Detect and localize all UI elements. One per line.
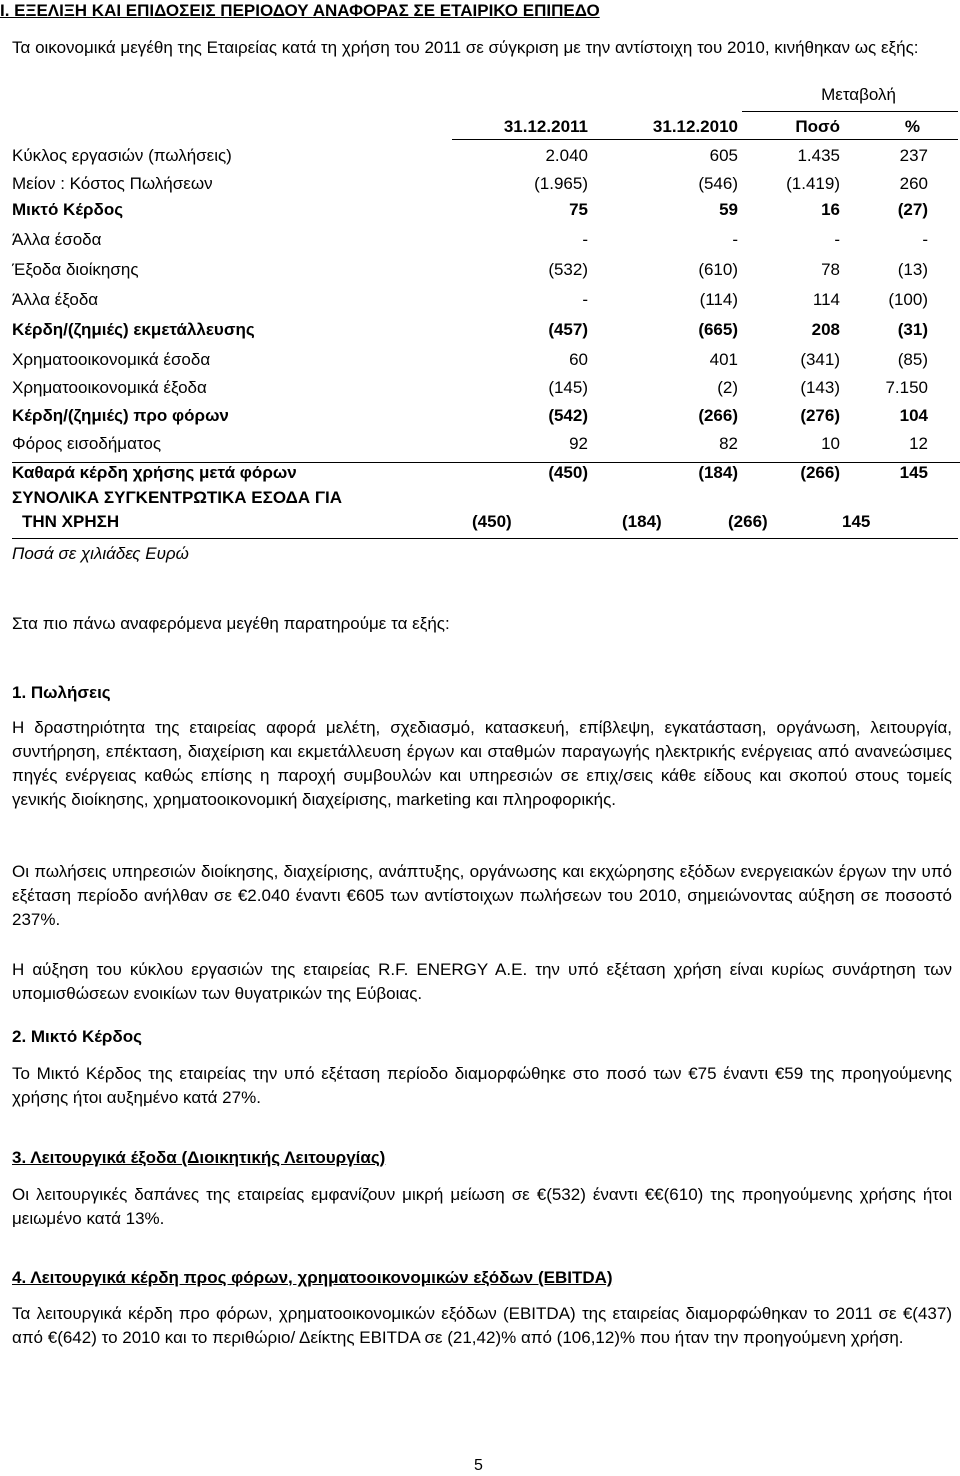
table-row	[12, 230, 960, 260]
value-2010: (610)	[698, 260, 738, 279]
sec1-p3: Η αύξηση του κύκλου εργασιών της εταιρείας R.F. ENERGY A.E. την υπό εξέταση χρήση είναι κυρίως συνάρτηση των υπομισθώσεων ενοικίων των θυγατρικών της Εύβοιας.	[12, 960, 952, 1003]
col-2011: 31.12.2011	[503, 117, 588, 136]
value-amount: 10	[821, 434, 840, 453]
table-row	[12, 174, 960, 200]
row-label: Καθαρά κέρδη χρήσης μετά φόρων	[12, 463, 297, 482]
value-2010: (2)	[717, 378, 738, 397]
value-2010: 82	[719, 434, 738, 453]
row-label: Χρηματοοικονομικά έσοδα	[12, 350, 211, 369]
value-2011: -	[582, 230, 588, 249]
value-amount: (266)	[800, 463, 840, 482]
row-label: Μικτό Κέρδος	[12, 200, 124, 219]
value-percent: 7.150	[885, 378, 928, 397]
change-group-label: Μεταβολή	[821, 85, 896, 104]
value-2010: (546)	[698, 174, 738, 193]
sec1-p2: Οι πωλήσεις υπηρεσιών διοίκησης, διαχείρισης, ανάπτυξης, οργάνωσης και εκχώρησης εξόδων ενεργειακών έργων την υπό εξέταση περίοδο ανήλθαν σε €2.040 έναντι €605 των αντίστοιχων πωλήσεων του 2010, σημειώνοντας αύξηση σε ποσοστό 237%.	[12, 862, 952, 929]
row-label: Άλλα έσοδα	[12, 230, 102, 249]
table-row	[12, 406, 960, 434]
total-2011: (450)	[472, 512, 512, 531]
value-2010: (184)	[698, 463, 738, 482]
value-2011: 60	[569, 350, 588, 369]
value-percent: 145	[899, 463, 928, 482]
table-row	[12, 378, 960, 406]
row-label: Μείον : Κόστος Πωλήσεων	[12, 174, 213, 193]
observe-paragraph: Στα πιο πάνω αναφερόμενα μεγέθη παρατηρούμε τα εξής:	[12, 614, 450, 633]
financial-table	[12, 146, 960, 493]
value-2010: 605	[709, 146, 738, 165]
value-2010: (266)	[698, 406, 738, 425]
row-label: Κέρδη/(ζημιές) προ φόρων	[12, 406, 229, 425]
value-percent: 12	[909, 434, 928, 453]
total-2010: (184)	[622, 512, 662, 531]
value-2010: -	[732, 230, 738, 249]
col-amount: Ποσό	[795, 117, 840, 136]
value-2011: 92	[569, 434, 588, 453]
table-row	[12, 146, 960, 174]
sec3-title: 3. Λειτουργικά έξοδα (Διοικητικής Λειτουργίας)	[12, 1148, 386, 1167]
table-row	[12, 200, 960, 230]
value-2011: (450)	[548, 463, 588, 482]
col-percent: %	[904, 117, 920, 136]
sec1-p1: Η δραστηριότητα της εταιρείας αφορά μελέτη, σχεδιασμό, κατασκευή, επίβλεψη, εγκατάσταση, οργάνωση, λειτουργία, συντήρηση, επέκταση, διαχείριση και εκμετάλλευση έργων και σταθμών παραγωγής ηλεκτρικής ενέργειας από ανανεώσιμες πηγές ενέργειας καθώς επίσης η παροχή συμβουλών και υπηρεσιών σε επιχ/σεις κάθε είδους και σκοπού στους τομείς γενικής διοίκησης, χρηματοοικονομική διαχείρισης, marketing και πληροφορικής.	[12, 718, 952, 809]
section-heading: Ι. ΕΞΕΛΙΞΗ ΚΑΙ ΕΠΙΔΟΣΕΙΣ ΠΕΡΙΟΔΟΥ ΑΝΑΦΟΡΑΣ ΣΕ ΕΤΑΙΡΙΚΟ ΕΠΙΠΕΔΟ	[0, 1, 600, 20]
sec2-title: 2. Μικτό Κέρδος	[12, 1027, 142, 1046]
value-2011: (457)	[548, 320, 588, 339]
value-percent: (27)	[897, 200, 928, 219]
total-percent: 145	[842, 512, 871, 531]
sec4-title: 4. Λειτουργικά κέρδη προς φόρων, χρηματοοικονομικών εξόδων (EBITDA)	[12, 1268, 613, 1287]
total-label-line1: ΣΥΝΟΛΙΚΑ ΣΥΓΚΕΝΤΡΩΤΙΚΑ ΕΣΟΔΑ ΓΙΑ	[12, 488, 343, 507]
value-2011: (1.965)	[534, 174, 588, 193]
value-percent: 260	[899, 174, 928, 193]
value-2011: (145)	[548, 378, 588, 397]
sec4-p1: Τα λειτουργικά κέρδη προ φόρων, χρηματοοικονομικών εξόδων (EBITDA) της εταιρείας διαμορφώθηκαν το 2011 σε €(437) από €(642) το 2010 και το περιθώριο/ Δείκτης EBITDA σε (21,42)% από (106,12)% που ήταν την προηγούμενη χρήση.	[12, 1304, 952, 1347]
value-amount: 78	[821, 260, 840, 279]
table-header	[12, 84, 960, 140]
value-amount: (143)	[800, 378, 840, 397]
value-percent: (13)	[897, 260, 928, 279]
value-amount: (341)	[800, 350, 840, 369]
value-2010: 59	[719, 200, 738, 219]
value-percent: 237	[899, 146, 928, 165]
header-rule	[452, 139, 958, 140]
row-label: Χρηματοοικονομικά έξοδα	[12, 378, 207, 397]
value-2010: (665)	[698, 320, 738, 339]
amounts-note: Ποσά σε χιλιάδες Ευρώ	[12, 544, 189, 563]
total-label-line2: ΤΗΝ ΧΡΗΣΗ	[22, 512, 120, 531]
table-row	[12, 290, 960, 320]
value-2011: (532)	[548, 260, 588, 279]
table-row	[12, 260, 960, 290]
row-label: Φόρος εισοδήματος	[12, 434, 162, 453]
total-amount: (266)	[728, 512, 768, 531]
value-percent: -	[922, 230, 928, 249]
table-row	[12, 320, 960, 350]
value-amount: -	[834, 230, 840, 249]
total-row	[12, 488, 960, 544]
value-amount: 208	[811, 320, 840, 339]
value-2011: 2.040	[545, 146, 588, 165]
value-2010: 401	[709, 350, 738, 369]
row-label: Έξοδα διοίκησης	[12, 260, 139, 279]
table-row	[12, 350, 960, 378]
value-percent: (100)	[888, 290, 928, 309]
page-number: 5	[474, 1457, 483, 1474]
value-amount: (1.419)	[786, 174, 840, 193]
value-amount: (276)	[800, 406, 840, 425]
value-2011: 75	[569, 200, 588, 219]
value-amount: 1.435	[797, 146, 840, 165]
total-rule	[12, 538, 958, 539]
col-2010: 31.12.2010	[652, 117, 738, 136]
intro-paragraph: Τα οικονομικά μεγέθη της Εταιρείας κατά τη χρήση του 2011 σε σύγκριση με την αντίστοιχη του 2010, κινήθηκαν ως εξής:	[12, 38, 919, 57]
value-2011: (542)	[548, 406, 588, 425]
sec1-title: 1. Πωλήσεις	[12, 683, 111, 702]
value-percent: 104	[899, 406, 928, 425]
change-group-header	[742, 84, 958, 112]
row-label: Κέρδη/(ζημιές) εκμετάλλευσης	[12, 320, 255, 339]
table-row	[12, 434, 960, 463]
value-amount: 114	[812, 290, 840, 309]
row-label: Άλλα έξοδα	[12, 290, 99, 309]
value-percent: (31)	[897, 320, 928, 339]
sec2-p1: Το Μικτό Κέρδος της εταιρείας την υπό εξέταση περίοδο διαμορφώθηκε στο ποσό των €75 έναντι €59 της προηγούμενης χρήσης ήτοι αυξημένο κατά 27%.	[12, 1064, 952, 1107]
row-label: Κύκλος εργασιών (πωλήσεις)	[12, 146, 232, 165]
sec3-p1: Οι λειτουργικές δαπάνες της εταιρείας εμφανίζουν μικρή μείωση σε €(532) έναντι €€(610) της προηγούμενης χρήσης ήτοι μειωμένο κατά 13%.	[12, 1185, 952, 1228]
value-2011: -	[582, 290, 588, 309]
value-2010: (114)	[699, 290, 738, 309]
value-amount: 16	[821, 200, 840, 219]
value-percent: (85)	[897, 350, 928, 369]
